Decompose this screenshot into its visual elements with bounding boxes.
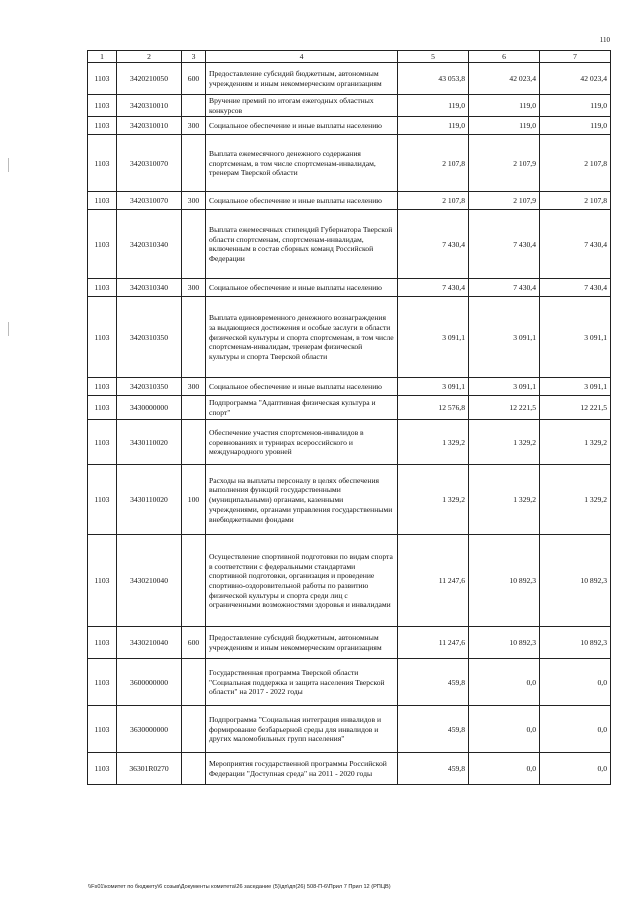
row-amount-col7: 1 329,2 <box>540 420 611 465</box>
row-expense-type-code <box>182 210 206 279</box>
row-description: Выплата ежемесячных стипендий Губернатора Тверской области спортсменам, спортсменам-инвалидам, включенным в состав сборных команд Российской Федерации <box>206 210 398 279</box>
scan-margin-mark <box>8 158 9 172</box>
row-section-code: 1103 <box>88 627 117 659</box>
row-description: Подпрограмма "Социальная интеграция инвалидов и формирование безбарьерной среды для инвалидов и других маломобильных групп населения" <box>206 706 398 753</box>
row-target-article-code: 3430110020 <box>117 465 182 535</box>
row-description: Социальное обеспечение и иные выплаты населению <box>206 279 398 297</box>
row-section-code: 1103 <box>88 659 117 706</box>
row-amount-col5: 119,0 <box>398 117 469 135</box>
row-description: Мероприятия государственной программы Российской Федерации "Доступная среда" на 2011 - 2020 годы <box>206 753 398 785</box>
row-amount-col6: 7 430,4 <box>469 279 540 297</box>
row-amount-col5: 12 576,8 <box>398 396 469 420</box>
budget-table <box>87 50 611 785</box>
row-target-article-code: 3420310070 <box>117 192 182 210</box>
row-description: Предоставление субсидий бюджетным, автономным учреждениям и иным некоммерческим организациям <box>206 627 398 659</box>
row-amount-col5: 11 247,6 <box>398 627 469 659</box>
table-row <box>88 63 611 95</box>
row-amount-col5: 459,8 <box>398 753 469 785</box>
table-row <box>88 465 611 535</box>
row-expense-type-code: 300 <box>182 378 206 396</box>
table-row <box>88 396 611 420</box>
row-expense-type-code: 600 <box>182 627 206 659</box>
row-amount-col7: 7 430,4 <box>540 210 611 279</box>
scan-margin-mark <box>8 322 9 336</box>
row-amount-col5: 1 329,2 <box>398 420 469 465</box>
table-row <box>88 706 611 753</box>
row-target-article-code: 3420310350 <box>117 297 182 378</box>
row-description: Подпрограмма "Адаптивная физическая культура и спорт" <box>206 396 398 420</box>
row-amount-col6: 0,0 <box>469 706 540 753</box>
row-target-article-code: 3430110020 <box>117 420 182 465</box>
row-amount-col6: 3 091,1 <box>469 378 540 396</box>
row-target-article-code: 3420210050 <box>117 63 182 95</box>
row-section-code: 1103 <box>88 420 117 465</box>
row-amount-col6: 2 107,9 <box>469 192 540 210</box>
row-amount-col6: 2 107,9 <box>469 135 540 192</box>
row-expense-type-code <box>182 396 206 420</box>
row-target-article-code: 3420310010 <box>117 117 182 135</box>
row-amount-col7: 2 107,8 <box>540 135 611 192</box>
row-section-code: 1103 <box>88 396 117 420</box>
row-amount-col5: 119,0 <box>398 95 469 117</box>
row-amount-col6: 10 892,3 <box>469 627 540 659</box>
row-target-article-code: 3420310340 <box>117 210 182 279</box>
row-amount-col6: 12 221,5 <box>469 396 540 420</box>
row-amount-col5: 1 329,2 <box>398 465 469 535</box>
column-header: 7 <box>540 51 611 63</box>
table-row <box>88 135 611 192</box>
column-header: 5 <box>398 51 469 63</box>
row-expense-type-code: 300 <box>182 279 206 297</box>
column-header: 6 <box>469 51 540 63</box>
row-target-article-code: 3430210040 <box>117 535 182 627</box>
row-amount-col6: 0,0 <box>469 753 540 785</box>
row-description: Социальное обеспечение и иные выплаты населению <box>206 117 398 135</box>
table-row <box>88 192 611 210</box>
table-header-row <box>88 51 611 63</box>
table-row <box>88 297 611 378</box>
row-amount-col5: 43 053,8 <box>398 63 469 95</box>
row-amount-col7: 0,0 <box>540 753 611 785</box>
row-amount-col6: 119,0 <box>469 95 540 117</box>
table-row <box>88 279 611 297</box>
row-expense-type-code <box>182 95 206 117</box>
row-section-code: 1103 <box>88 465 117 535</box>
row-section-code: 1103 <box>88 535 117 627</box>
table-row <box>88 210 611 279</box>
table-row <box>88 378 611 396</box>
table-row <box>88 627 611 659</box>
row-expense-type-code <box>182 135 206 192</box>
row-amount-col5: 7 430,4 <box>398 210 469 279</box>
row-amount-col5: 459,8 <box>398 706 469 753</box>
page-number: 110 <box>599 36 610 44</box>
row-amount-col7: 2 107,8 <box>540 192 611 210</box>
row-amount-col6: 3 091,1 <box>469 297 540 378</box>
table-row <box>88 753 611 785</box>
column-header: 2 <box>117 51 182 63</box>
row-section-code: 1103 <box>88 753 117 785</box>
row-description: Социальное обеспечение и иные выплаты населению <box>206 192 398 210</box>
row-amount-col7: 12 221,5 <box>540 396 611 420</box>
row-section-code: 1103 <box>88 279 117 297</box>
table-row <box>88 420 611 465</box>
row-amount-col5: 2 107,8 <box>398 192 469 210</box>
row-expense-type-code: 100 <box>182 465 206 535</box>
row-amount-col7: 3 091,1 <box>540 378 611 396</box>
row-section-code: 1103 <box>88 297 117 378</box>
row-section-code: 1103 <box>88 95 117 117</box>
row-amount-col5: 2 107,8 <box>398 135 469 192</box>
row-section-code: 1103 <box>88 210 117 279</box>
row-expense-type-code <box>182 420 206 465</box>
row-expense-type-code <box>182 297 206 378</box>
row-section-code: 1103 <box>88 706 117 753</box>
row-description: Социальное обеспечение и иные выплаты населению <box>206 378 398 396</box>
row-target-article-code: 3420310010 <box>117 95 182 117</box>
row-target-article-code: 3420310340 <box>117 279 182 297</box>
row-section-code: 1103 <box>88 63 117 95</box>
row-description: Осуществление спортивной подготовки по видам спорта в соответствии с федеральными стандартами спортивной подготовки, организация и проведение спортивно-оздоровительной работы по развитию физической культуры и спорта среди лиц с ограниченными возможностями здоровья и инвалидами <box>206 535 398 627</box>
row-amount-col7: 3 091,1 <box>540 297 611 378</box>
row-amount-col7: 119,0 <box>540 95 611 117</box>
row-amount-col5: 7 430,4 <box>398 279 469 297</box>
row-target-article-code: 3420310070 <box>117 135 182 192</box>
row-amount-col6: 119,0 <box>469 117 540 135</box>
table-row <box>88 535 611 627</box>
row-expense-type-code <box>182 706 206 753</box>
footer-file-path: \\Fs01\комитет по бюджету\6 созыв\Документы комитета\26 заседание (5)\дп\дп(26) 508-П-6\Прил 7 Прил 12 (РПЦВ) <box>88 884 391 890</box>
table-body <box>88 63 611 785</box>
row-description: Предоставление субсидий бюджетным, автономным учреждениям и иным некоммерческим организациям <box>206 63 398 95</box>
row-amount-col6: 1 329,2 <box>469 465 540 535</box>
table-row <box>88 95 611 117</box>
row-amount-col5: 3 091,1 <box>398 378 469 396</box>
row-amount-col6: 0,0 <box>469 659 540 706</box>
row-expense-type-code: 300 <box>182 192 206 210</box>
row-section-code: 1103 <box>88 192 117 210</box>
row-amount-col7: 119,0 <box>540 117 611 135</box>
row-amount-col5: 459,8 <box>398 659 469 706</box>
row-amount-col7: 10 892,3 <box>540 535 611 627</box>
row-section-code: 1103 <box>88 378 117 396</box>
row-expense-type-code: 300 <box>182 117 206 135</box>
row-description: Выплата ежемесячного денежного содержания спортсменам, в том числе спортсменам-инвалидам, тренерам Тверской области <box>206 135 398 192</box>
row-section-code: 1103 <box>88 135 117 192</box>
column-header: 4 <box>206 51 398 63</box>
table-row <box>88 659 611 706</box>
row-target-article-code: 3420310350 <box>117 378 182 396</box>
row-amount-col7: 1 329,2 <box>540 465 611 535</box>
row-description: Вручение премий по итогам ежегодных областных конкурсов <box>206 95 398 117</box>
row-amount-col5: 3 091,1 <box>398 297 469 378</box>
row-target-article-code: 3430210040 <box>117 627 182 659</box>
row-expense-type-code: 600 <box>182 63 206 95</box>
row-amount-col6: 7 430,4 <box>469 210 540 279</box>
row-description: Обеспечение участия спортсменов-инвалидов в соревнованиях и турнирах всероссийского и международного уровней <box>206 420 398 465</box>
row-amount-col7: 0,0 <box>540 659 611 706</box>
row-amount-col7: 7 430,4 <box>540 279 611 297</box>
row-expense-type-code <box>182 659 206 706</box>
row-description: Расходы на выплаты персоналу в целях обеспечения выполнения функций государственными (муниципальными) органами, казенными учреждениями, органами управления государственными внебюджетными фондами <box>206 465 398 535</box>
table-row <box>88 117 611 135</box>
row-amount-col6: 42 023,4 <box>469 63 540 95</box>
row-amount-col7: 0,0 <box>540 706 611 753</box>
column-header: 1 <box>88 51 117 63</box>
row-description: Государственная программа Тверской области "Социальная поддержка и защита населения Тверской области" на 2017 - 2022 годы <box>206 659 398 706</box>
row-amount-col6: 10 892,3 <box>469 535 540 627</box>
row-amount-col7: 10 892,3 <box>540 627 611 659</box>
row-description: Выплата единовременного денежного вознаграждения за выдающиеся достижения и особые заслуги в области физической культуры и спорта спортсменам, в том числе спортсменам-инвалидам, тренерам физической культуры и спорта Тверской области <box>206 297 398 378</box>
row-expense-type-code <box>182 753 206 785</box>
row-target-article-code: 3630000000 <box>117 706 182 753</box>
row-target-article-code: 3430000000 <box>117 396 182 420</box>
row-section-code: 1103 <box>88 117 117 135</box>
row-expense-type-code <box>182 535 206 627</box>
row-target-article-code: 36301R0270 <box>117 753 182 785</box>
row-target-article-code: 3600000000 <box>117 659 182 706</box>
column-header: 3 <box>182 51 206 63</box>
row-amount-col5: 11 247,6 <box>398 535 469 627</box>
row-amount-col6: 1 329,2 <box>469 420 540 465</box>
row-amount-col7: 42 023,4 <box>540 63 611 95</box>
